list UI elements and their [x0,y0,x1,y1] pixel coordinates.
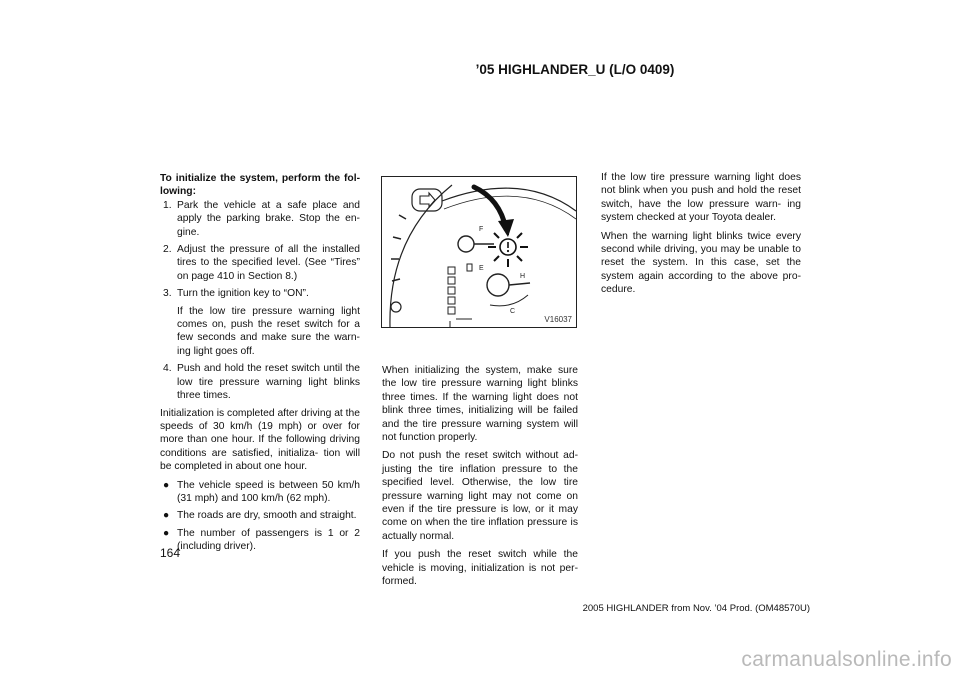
bullet-icon: ● [163,527,170,539]
step-text: Push and hold the reset switch until the low tire pressure warning light blinks three times. [177,363,360,402]
paragraph: Do not push the reset switch without ad- justing the tire inflation pressure to the specified level. Otherwise, the low tire pressure warning light may not come on even if the tire pressure is low, or it may come on when the tire inflation pressure is actually normal. [382,450,578,542]
watermark: carmanualsonline.info [741,648,952,671]
completion-paragraph: Initialization is completed after driving at the speeds of 30 km/h (19 mph) or over for more than one hour. If the following driving conditions are satisfied, initializa- tion will be completed in about one hour. [160,407,360,473]
step-1 [160,199,360,239]
paragraph: When initializing the system, make sure the low tire pressure warning light blinks three times. If the warning light does not blink three times, initializing will be failed and the tire pressure warning system will not function properly. [382,365,578,444]
indicator-stack [448,267,455,314]
page-number: 164 [160,546,181,560]
step-number: 1. [163,199,172,211]
speedometer-arc [390,185,452,327]
figure-code: V16037 [544,315,572,324]
lower-marks [450,319,472,327]
pointer-arrow-head [498,219,514,237]
bullet-icon: ● [163,510,170,522]
step-text: Park the vehicle at a safe place and apply the parking brake. Stop the en- gine. [177,199,360,238]
paragraph: If the low tire pressure warning light does not blink when you push and hold the reset switch, have the low pressure warn- ing system checked at your Toyota dealer. [601,172,801,224]
header-title: ’05 HIGHLANDER_U (L/O 0409) [475,62,675,77]
fuel-empty-label: E [479,265,484,272]
instrument-cluster-figure [381,176,577,328]
temp-needle [509,283,530,285]
condition-2 [160,509,360,522]
upper-dial-arc [442,188,576,211]
condition-3 [160,527,360,554]
indicator-dot-icon [391,302,401,312]
fuel-gauge-hub [458,236,474,252]
step-4 [160,362,360,402]
step-number: 4. [163,363,172,375]
temp-cold-label: C [510,308,516,315]
warning-exclamation-dot [507,250,509,252]
column-2 [382,364,578,594]
intro-text: To initialize the system, perform the fol- lowing: [160,173,360,198]
paragraph: If you push the reset switch while the vehicle is moving, initialization is not per- formed. [382,549,578,588]
step-2 [160,243,360,283]
condition-text: The number of passengers is 1 or 2 (including driver). [177,527,360,553]
condition-text: The roads are dry, smooth and straight. [177,510,357,522]
temp-hot-label: H [520,273,526,280]
step-text: Adjust the pressure of all the installed tires to the specified level. (See “Tires” on page 410 in Section 8.) [177,244,360,282]
turn-signal-housing [412,189,442,211]
condition-1 [160,479,360,506]
step-3-note: If the low tire pressure warning light comes on, push the reset switch for a few seconds and make sure the warn- ing light goes off. [177,305,360,357]
column-3 [601,171,801,302]
column-1 [160,172,360,558]
step-text: Turn the ignition key to “ON”. [177,288,309,300]
gauge-illustration [382,177,576,327]
paragraph: When the warning light blinks twice every second while driving, you may be unable to reset the system. In this case, set the system again according to the above pro- cedure. [601,230,801,296]
temp-gauge-hub [487,274,509,296]
fuel-pump-icon [467,264,472,271]
condition-text: The vehicle speed is between 50 km/h (31 mph) and 100 km/h (62 mph). [177,479,360,504]
fuel-full-label: F [479,226,484,233]
footer-text: 2005 HIGHLANDER from Nov. ’04 Prod. (OM48570U) [582,603,810,614]
bullet-icon: ● [163,479,170,491]
step-3 [160,287,360,300]
step-number: 3. [163,288,172,300]
temp-scale-arc [490,295,528,306]
step-number: 2. [163,244,172,256]
turn-signal-arrow-icon [420,193,435,207]
